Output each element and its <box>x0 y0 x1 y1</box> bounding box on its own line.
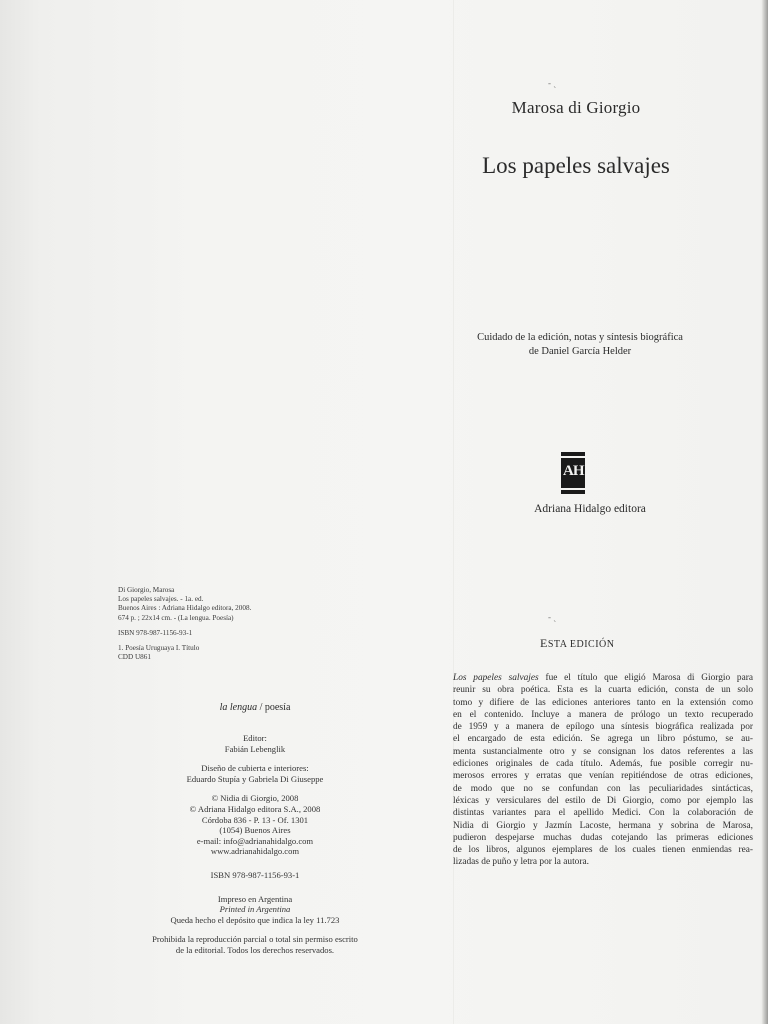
cip-line: Di Giorgio, Marosa <box>118 586 175 594</box>
scan-edge <box>762 0 768 1024</box>
cip-line: 1. Poesía Uruguaya I. Título <box>118 644 200 653</box>
editor-name: Fabián Lebenglik <box>224 743 286 754</box>
collection-name <box>130 702 380 713</box>
heading-cap: E <box>540 636 548 650</box>
edition-paragraph <box>453 672 753 869</box>
paragraph-line: de modo que no se confundan con las peculiaridades sintácticas, <box>453 783 753 794</box>
paragraph-line: reunir su obra poética. Esta es la cuarta edición, consta de un solo <box>453 685 753 696</box>
logo-text: AH <box>563 463 584 479</box>
paragraph-line: de 1959 y a manera de epílogo una síntesis biográfica realizada por <box>453 722 753 733</box>
rights-line: Prohibida la reproducción parcial o total sin permiso escrito <box>152 934 358 945</box>
isbn: ISBN 978-987-1156-93-1 <box>210 869 300 880</box>
collection-italic: la lengua <box>219 702 258 713</box>
author-name: Marosa di Giorgio <box>511 98 641 117</box>
heading-rest: STA EDICIÓN <box>547 639 615 650</box>
copyright-line: e-mail: info@adrianahidalgo.com <box>196 835 314 846</box>
printed-in: Impreso en Argentina <box>217 893 293 904</box>
cip-line: Buenos Aires : Adriana Hidalgo editora, 2008. <box>118 604 252 613</box>
cip-line: 674 p. ; 22x14 cm. - (La lengua. Poesía) <box>118 613 234 622</box>
paragraph-line: pudieron despejarse muchas dudas cotejando las primeras ediciones <box>453 832 753 843</box>
edition-credit <box>420 331 740 359</box>
rights-line: de la editorial. Todos los derechos reservados. <box>175 944 335 955</box>
paragraph-line: en el contenido. Incluye a manera de prólogo un texto recuperado <box>453 709 753 720</box>
paragraph-line: Los papeles salvajes fue el título que eligió Marosa di Giorgio para <box>453 673 753 683</box>
publisher-logo <box>561 452 585 494</box>
design-names: Eduardo Stupía y Gabriela Di Giuseppe <box>186 773 324 784</box>
collection-rest: / poesía <box>257 702 291 713</box>
paragraph-line: Nidia di Giorgio y Jazmín Lacoste, hermana y sobrina de Marosa, <box>453 820 753 831</box>
copyright-line: © Nidia di Giorgio, 2008 <box>211 793 299 804</box>
book-title-italic: Los papeles salvajes <box>453 673 539 683</box>
paragraph-line: de los libros, algunos ejemplares de los cuales tienen enmiendas rea- <box>453 845 753 856</box>
paragraph-line: ediciones originales de cada título. Además, fue posible corregir nu- <box>453 759 753 770</box>
editor-label: Editor: <box>243 733 267 743</box>
credit-line: de Daniel García Helder <box>528 346 632 357</box>
paragraph-line: distintas variantes para el apellido Medici. Con la colaboración de <box>453 808 753 819</box>
scan-speck: - ˎ <box>548 78 557 88</box>
paragraph-line: merosos errores y erratas que venían repitiéndose de otras ediciones, <box>453 771 753 782</box>
cip-line: ISBN 978-987-1156-93-1 <box>118 628 193 637</box>
cip-block <box>118 586 358 662</box>
paragraph-line: léxicas y versiculares del estilo de Di Giorgio, como por ejemplo las <box>453 795 753 806</box>
copyright-line: www.adrianahidalgo.com <box>210 846 300 857</box>
scan-speck: - ˎ <box>548 612 557 622</box>
cip-line: Los papeles salvajes. - 1a. ed. <box>118 595 204 604</box>
colophon <box>130 733 380 956</box>
copyright-line: Córdoba 836 - P. 13 - Of. 1301 <box>201 814 309 825</box>
legal-deposit: Queda hecho el depósito que indica la ley 11.723 <box>170 914 340 925</box>
publisher-name: Adriana Hidalgo editora <box>534 503 646 515</box>
paragraph-line: menta sustancialmente otro y se consignan los datos referentes a las <box>453 746 753 757</box>
printed-in-italic: Printed in Argentina <box>219 904 291 915</box>
design-label: Diseño de cubierta e interiores: <box>201 763 309 774</box>
paragraph-line: tomo y difiere de las ediciones anteriores tanto en la extensión como <box>453 697 753 708</box>
cip-line: CDD U861 <box>118 653 151 662</box>
copyright-line: (1054) Buenos Aires <box>219 825 291 836</box>
book-title: Los papeles salvajes <box>482 153 670 178</box>
paragraph-line: lizadas de puño y letra por la autora. <box>453 857 589 868</box>
section-heading <box>540 636 690 651</box>
copyright-line: © Adriana Hidalgo editora S.A., 2008 <box>189 803 321 814</box>
paragraph-line: el encargado de esta edición. Se agrega un libro póstumo, se au- <box>453 734 753 745</box>
credit-line: Cuidado de la edición, notas y síntesis biográfica <box>477 332 683 343</box>
